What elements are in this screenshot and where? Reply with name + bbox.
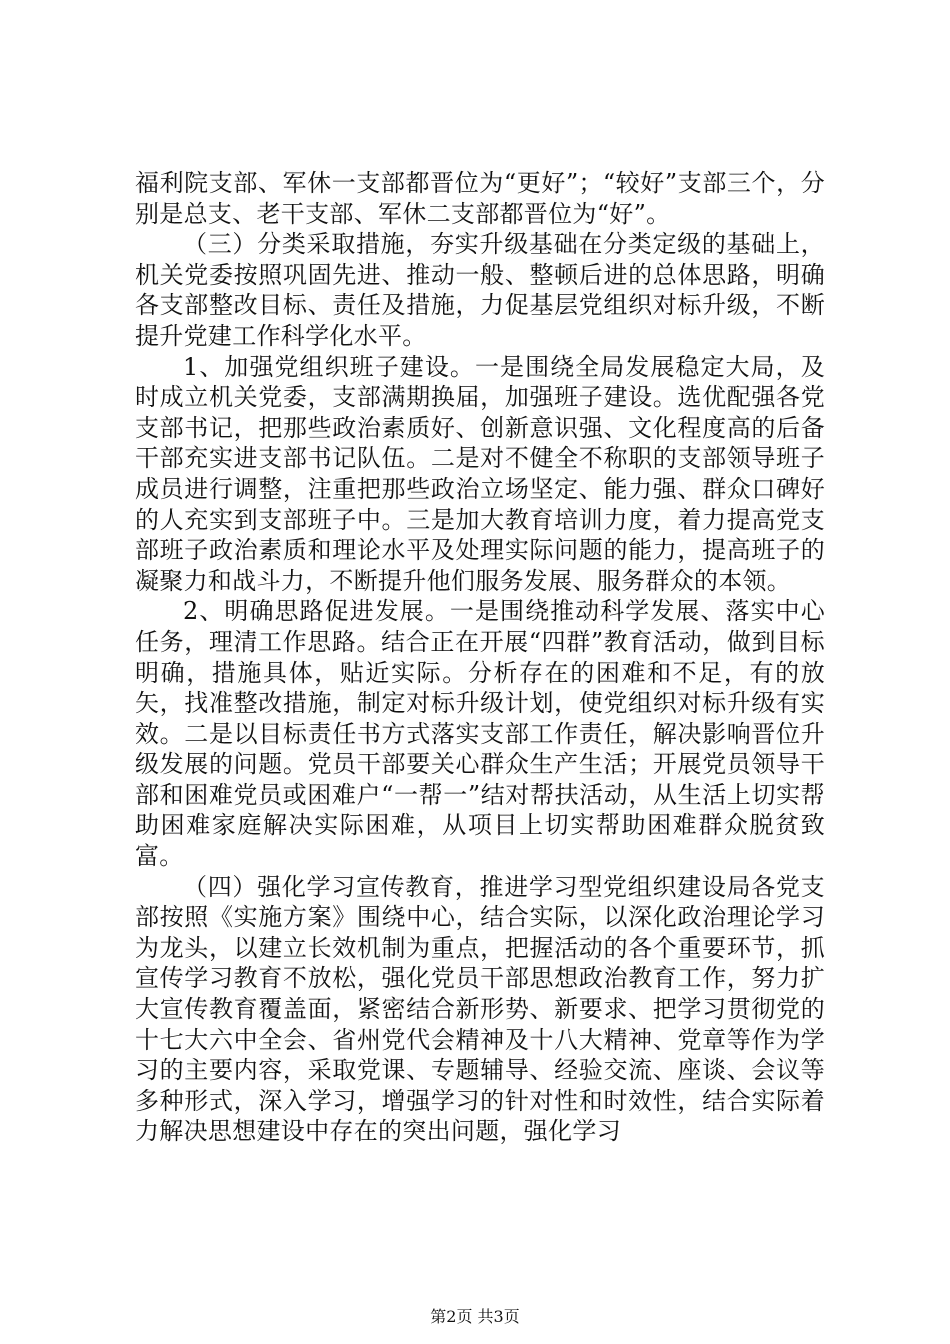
paragraph-continuation: 福利院支部、军休一支部都晋位为“更好”；“较好”支部三个，分别是总支、老干支部、军休二支部都晋位为“好”。 (135, 169, 825, 228)
paragraph-item-two: 2、明确思路促进发展。一是围绕推动科学发展、落实中心任务，理清工作思路。结合正在开展“四群”教育活动，做到目标明确，措施具体，贴近实际。分析存在的困难和不足，有的放矢，找准整改措施，制定对标升级计划，使党组织对标升级有实效。二是以目标责任书方式落实支部工作责任，解决影响晋位升级发展的问题。党员干部要关心群众生产生活；开展党员领导干部和困难党员或困难户“一帮一”结对帮扶活动，从生活上切实帮助困难家庭解决实际困难，从项目上切实帮助困难群众脱贫致富。 (135, 597, 825, 871)
document-body (135, 168, 825, 1147)
paragraph-item-one: 1、加强党组织班子建设。一是围绕全局发展稳定大局，及时成立机关党委，支部满期换届，加强班子建设。选优配强各党支部书记，把那些政治素质好、创新意识强、文化程度高的后备干部充实进支部书记队伍。二是对不健全不称职的支部领导班子成员进行调整，注重把那些政治立场坚定、能力强、群众口碑好的人充实到支部班子中。三是加大教育培训力度，着力提高党支部班子政治素质和理论水平及处理实际问题的能力，提高班子的凝聚力和战斗力，不断提升他们服务发展、服务群众的本领。 (135, 352, 825, 595)
page-number-footer: 第2页 共3页 (430, 1307, 520, 1326)
paragraph-section-three: （三）分类采取措施，夯实升级基础在分类定级的基础上，机关党委按照巩固先进、推动一般、整顿后进的总体思路，明确各支部整改目标、责任及措施，力促基层党组织对标升级，不断提升党建工作科学化水平。 (135, 230, 825, 350)
paragraph-section-four: （四）强化学习宣传教育，推进学习型党组织建设局各党支部按照《实施方案》围绕中心，结合实际，以深化政治理论学习为龙头，以建立长效机制为重点，把握活动的各个重要环节，抓宣传学习教育不放松，强化党员干部思想政治教育工作，努力扩大宣传教育覆盖面，紧密结合新形势、新要求、把学习贯彻党的十七大六中全会、省州党代会精神及十八大精神、党章等作为学习的主要内容，采取党课、专题辅导、经验交流、座谈、会议等多种形式，深入学习，增强学习的针对性和时效性，结合实际着力解决思想建设中存在的突出问题，强化学习 (135, 872, 825, 1146)
